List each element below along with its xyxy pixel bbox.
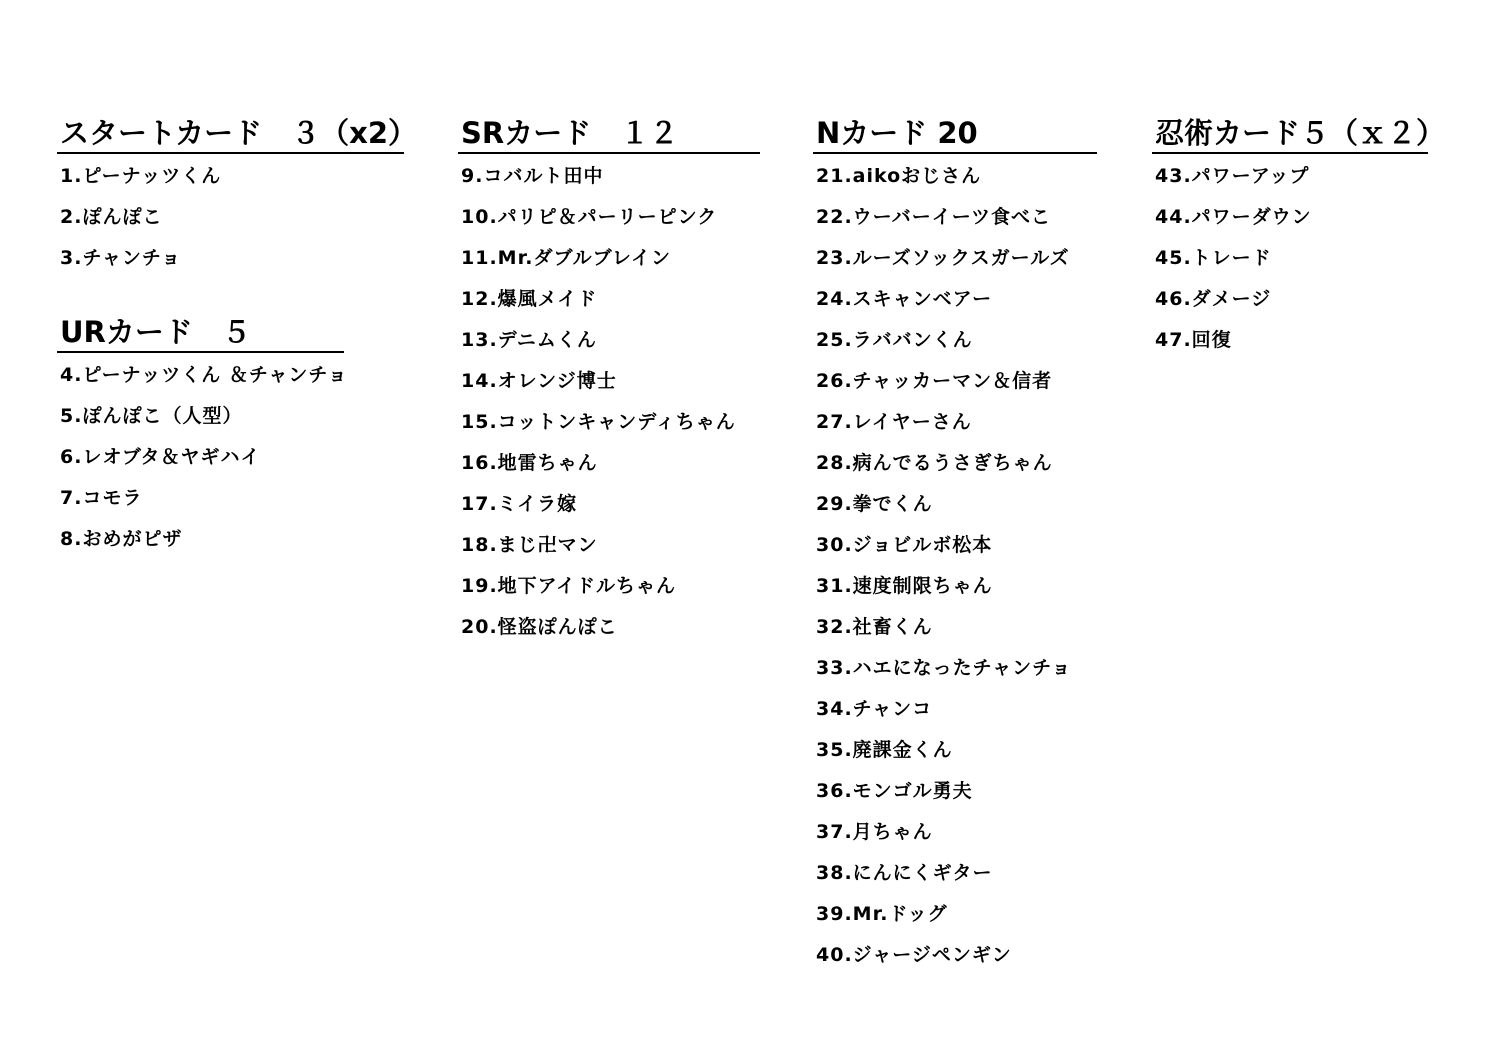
card-list	[458, 154, 760, 656]
section-title: URカード ５	[57, 315, 344, 353]
card-item: 24.スキャンベアー	[816, 288, 993, 310]
section-n-cards	[813, 116, 1097, 984]
section-title: 忍術カード５（ｘ２）	[1152, 116, 1428, 154]
section-title: Nカード 20	[813, 116, 1097, 154]
card-item: 11.Mr.ダブルブレイン	[461, 247, 671, 269]
card-item: 2.ぽんぽこ	[60, 206, 163, 228]
card-item: 43.パワーアップ	[1155, 165, 1310, 187]
card-item: 37.月ちゃん	[816, 821, 933, 843]
card-item: 7.コモラ	[60, 487, 143, 509]
card-item: 23.ルーズソックスガールズ	[816, 247, 1070, 269]
card-item: 3.チャンチョ	[60, 247, 182, 269]
section-title: スタートカード ３（x2）	[57, 116, 404, 154]
card-list	[57, 154, 404, 287]
card-item: 18.まじ卍マン	[461, 534, 598, 556]
card-item: 1.ピーナッツくん	[60, 165, 222, 187]
card-item: 31.速度制限ちゃん	[816, 575, 993, 597]
card-item: 46.ダメージ	[1155, 288, 1272, 310]
card-item: 45.トレード	[1155, 247, 1272, 269]
card-item: 44.パワーダウン	[1155, 206, 1312, 228]
card-item: 38.にんにくギター	[816, 862, 993, 884]
card-list	[1152, 154, 1428, 369]
card-item: 20.怪盗ぽんぽこ	[461, 616, 618, 638]
card-item: 14.オレンジ博士	[461, 370, 617, 392]
card-item: 8.おめがピザ	[60, 528, 183, 550]
card-item: 25.ラババンくん	[816, 329, 973, 351]
card-item: 4.ピーナッツくん ＆チャンチョ	[60, 364, 348, 386]
card-item: 36.モンゴル勇夫	[816, 780, 973, 802]
card-item: 32.社畜くん	[816, 616, 933, 638]
card-item: 16.地雷ちゃん	[461, 452, 598, 474]
card-item: 17.ミイラ嫁	[461, 493, 578, 515]
section-start-cards	[57, 116, 418, 287]
card-item: 22.ウーバーイーツ食べこ	[816, 206, 1051, 228]
section-ur-cards	[57, 315, 348, 568]
section-title: SRカード １２	[458, 116, 760, 154]
section-sr-cards	[458, 116, 760, 656]
card-item: 15.コットンキャンディちゃん	[461, 411, 736, 433]
card-item: 39.Mr.ドッグ	[816, 903, 948, 925]
card-list	[813, 154, 1097, 984]
card-item: 13.デニムくん	[461, 329, 597, 351]
card-item: 34.チャンコ	[816, 698, 933, 720]
card-item: 35.廃課金くん	[816, 739, 953, 761]
card-item: 30.ジョビルボ松本	[816, 534, 993, 556]
card-item: 27.レイヤーさん	[816, 411, 972, 433]
card-item: 26.チャッカーマン＆信者	[816, 370, 1053, 392]
card-item: 9.コバルト田中	[461, 165, 604, 187]
card-item: 10.パリピ＆パーリーピンク	[461, 206, 718, 228]
card-item: 6.レオブタ＆ヤギハイ	[60, 446, 261, 468]
card-item: 19.地下アイドルちゃん	[461, 575, 676, 597]
card-item: 21.aikoおじさん	[816, 165, 982, 187]
card-item: 33.ハエになったチャンチョ	[816, 657, 1072, 679]
section-ninjutsu-cards	[1152, 116, 1446, 369]
card-item: 5.ぽんぽこ（人型）	[60, 405, 243, 427]
card-item: 40.ジャージペンギン	[816, 944, 1012, 966]
card-item: 29.拳でくん	[816, 493, 933, 515]
card-item: 47.回復	[1155, 329, 1232, 351]
card-item: 28.病んでるうさぎちゃん	[816, 452, 1053, 474]
card-item: 12.爆風メイド	[461, 288, 598, 310]
card-list	[57, 353, 348, 568]
